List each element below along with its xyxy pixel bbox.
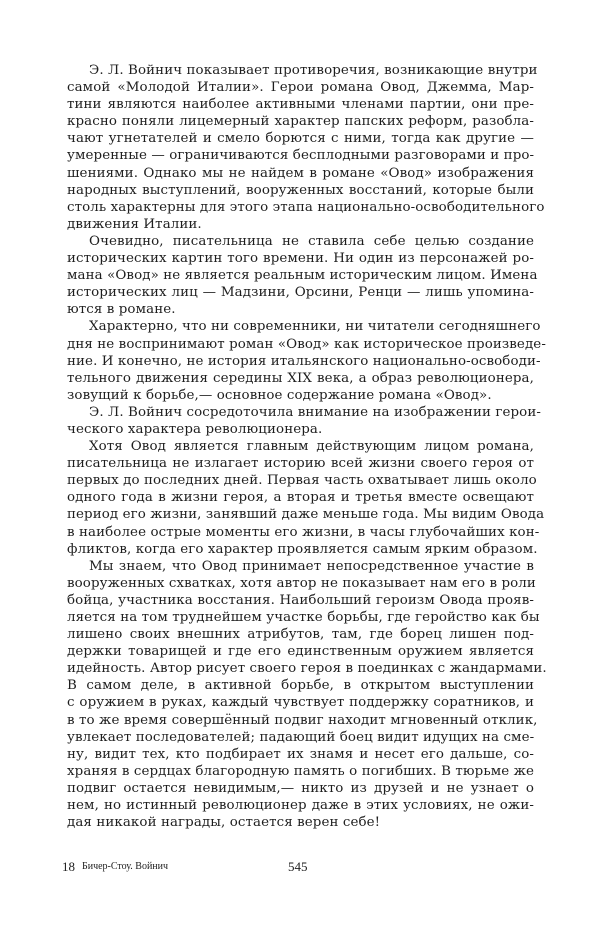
signature-text: Бичер-Стоу. Войнич: [82, 861, 169, 872]
signature-number: 18: [62, 859, 75, 874]
text-line: храняя в сердцах благородную память о погибших. В тюрьме же: [67, 763, 535, 779]
text-line: писательница не излагает историю всей жизни своего героя от: [67, 456, 534, 472]
text-line: первых до последних дней. Первая часть охватывает лишь около: [67, 473, 537, 489]
text-line: с оружием в руках, каждый чувствует поддержку соратников, и: [67, 695, 534, 711]
text-line: вооруженных схватках, хотя автор не показывает нам его в роли: [67, 575, 536, 591]
text-line: исторических лиц — Мадзини, Орсини, Ренци — лишь упомина-: [67, 285, 534, 301]
text-line: одного года в жизни героя, а вторая и третья вместе освещают: [67, 490, 534, 506]
text-line: ну, видит тех, кто подбирает их знамя и несет его дальше, со-: [67, 746, 534, 762]
page-footer: [62, 859, 542, 877]
text-line: нем, но истинный революционер даже в этих условиях, не ожи-: [67, 798, 534, 814]
text-line: зовущий к борьбе,— основное содержание романа «Овод».: [67, 387, 492, 403]
text-line: ческого характера революционера.: [67, 421, 323, 437]
paragraph: [67, 233, 538, 318]
text-line: ние. И конечно, не история итальянского национально-освободи-: [67, 353, 541, 369]
paragraph: [67, 558, 547, 832]
paragraph: [67, 62, 545, 233]
page-number: 545: [288, 859, 308, 874]
text-line: подвиг остается невидимым,— никто из друзей и не узнает о: [67, 780, 534, 796]
text-line: Э. Л. Войнич показывает противоречия, возникающие внутри: [89, 63, 538, 78]
text-line: в то же время совершённый подвиг находит мгновенный отклик,: [67, 712, 538, 728]
body-text: [67, 62, 547, 831]
text-line: народных выступлений, вооруженных восстаний, которые были: [67, 182, 534, 198]
text-line: лишено своих внешних атрибутов, там, где борец лишен под-: [67, 627, 534, 643]
text-line: Хотя Овод является главным действующим лицом романа,: [89, 439, 534, 455]
text-line: столь характерны для этого этапа национально-освободительного: [67, 199, 545, 215]
text-line: красно поняли лицемерный характер папских реформ, разобла-: [67, 114, 534, 130]
text-line: шениями. Однако мы не найдем в романе «Овод» изображения: [67, 165, 534, 181]
text-line: самой «Молодой Италии». Герои романа Овод, Джемма, Мар-: [67, 80, 534, 96]
text-line: в наиболее острые моменты его жизни, в часы глубочайших кон-: [67, 524, 540, 540]
text-line: Мы знаем, что Овод принимает непосредственное участие в: [89, 558, 534, 574]
text-line: дая никакой награды, остается верен себе!: [67, 815, 381, 831]
text-line: дня не воспринимают роман «Овод» как историческое произведе-: [67, 336, 546, 352]
text-line: фликтов, когда его характер проявляется самым ярким образом.: [67, 541, 538, 557]
text-line: бойца, участника восстания. Наибольший героизм Овода прояв-: [67, 592, 534, 608]
text-line: Характерно, что ни современники, ни читатели сегодняшнего: [89, 319, 541, 335]
text-line: ляется на том труднейшем участке борьбы, где геройство как бы: [67, 610, 540, 625]
text-line: исторических картин того времени. Ни один из персонажей ро-: [67, 251, 534, 267]
paragraph: [67, 318, 546, 403]
text-line: держки товарищей и где его единственным оружием является: [67, 644, 534, 660]
text-line: Очевидно, писательница не ставила себе целью создание: [89, 233, 534, 249]
text-line: В самом деле, в активной борьбе, в открытом выступлении: [67, 678, 534, 694]
text-line: тини являются наиболее активными членами партии, они пре-: [67, 97, 534, 113]
text-line: период его жизни, занявший даже меньше года. Мы видим Овода: [67, 507, 545, 523]
text-line: Э. Л. Войнич сосредоточила внимание на изображении герои-: [89, 404, 541, 420]
text-line: идейность. Автор рисует своего героя в поединках с жандармами.: [67, 661, 547, 677]
text-line: чают угнетателей и смело борются с ними, тогда как другие —: [67, 131, 534, 147]
paragraph: [67, 404, 541, 438]
paragraph: [67, 438, 545, 558]
text-line: мана «Овод» не является реальным историческим лицом. Имена: [67, 268, 538, 284]
text-line: ются в романе.: [67, 302, 176, 318]
text-line: тельного движения середины XIX века, а образ революционера,: [67, 370, 534, 386]
text-line: увлекает последователей; падающий боец видит идущих на сме-: [67, 729, 535, 745]
text-line: движения Италии.: [67, 216, 202, 232]
text-line: умеренные — ограничиваются бесплодными разговорами и про-: [67, 148, 535, 164]
